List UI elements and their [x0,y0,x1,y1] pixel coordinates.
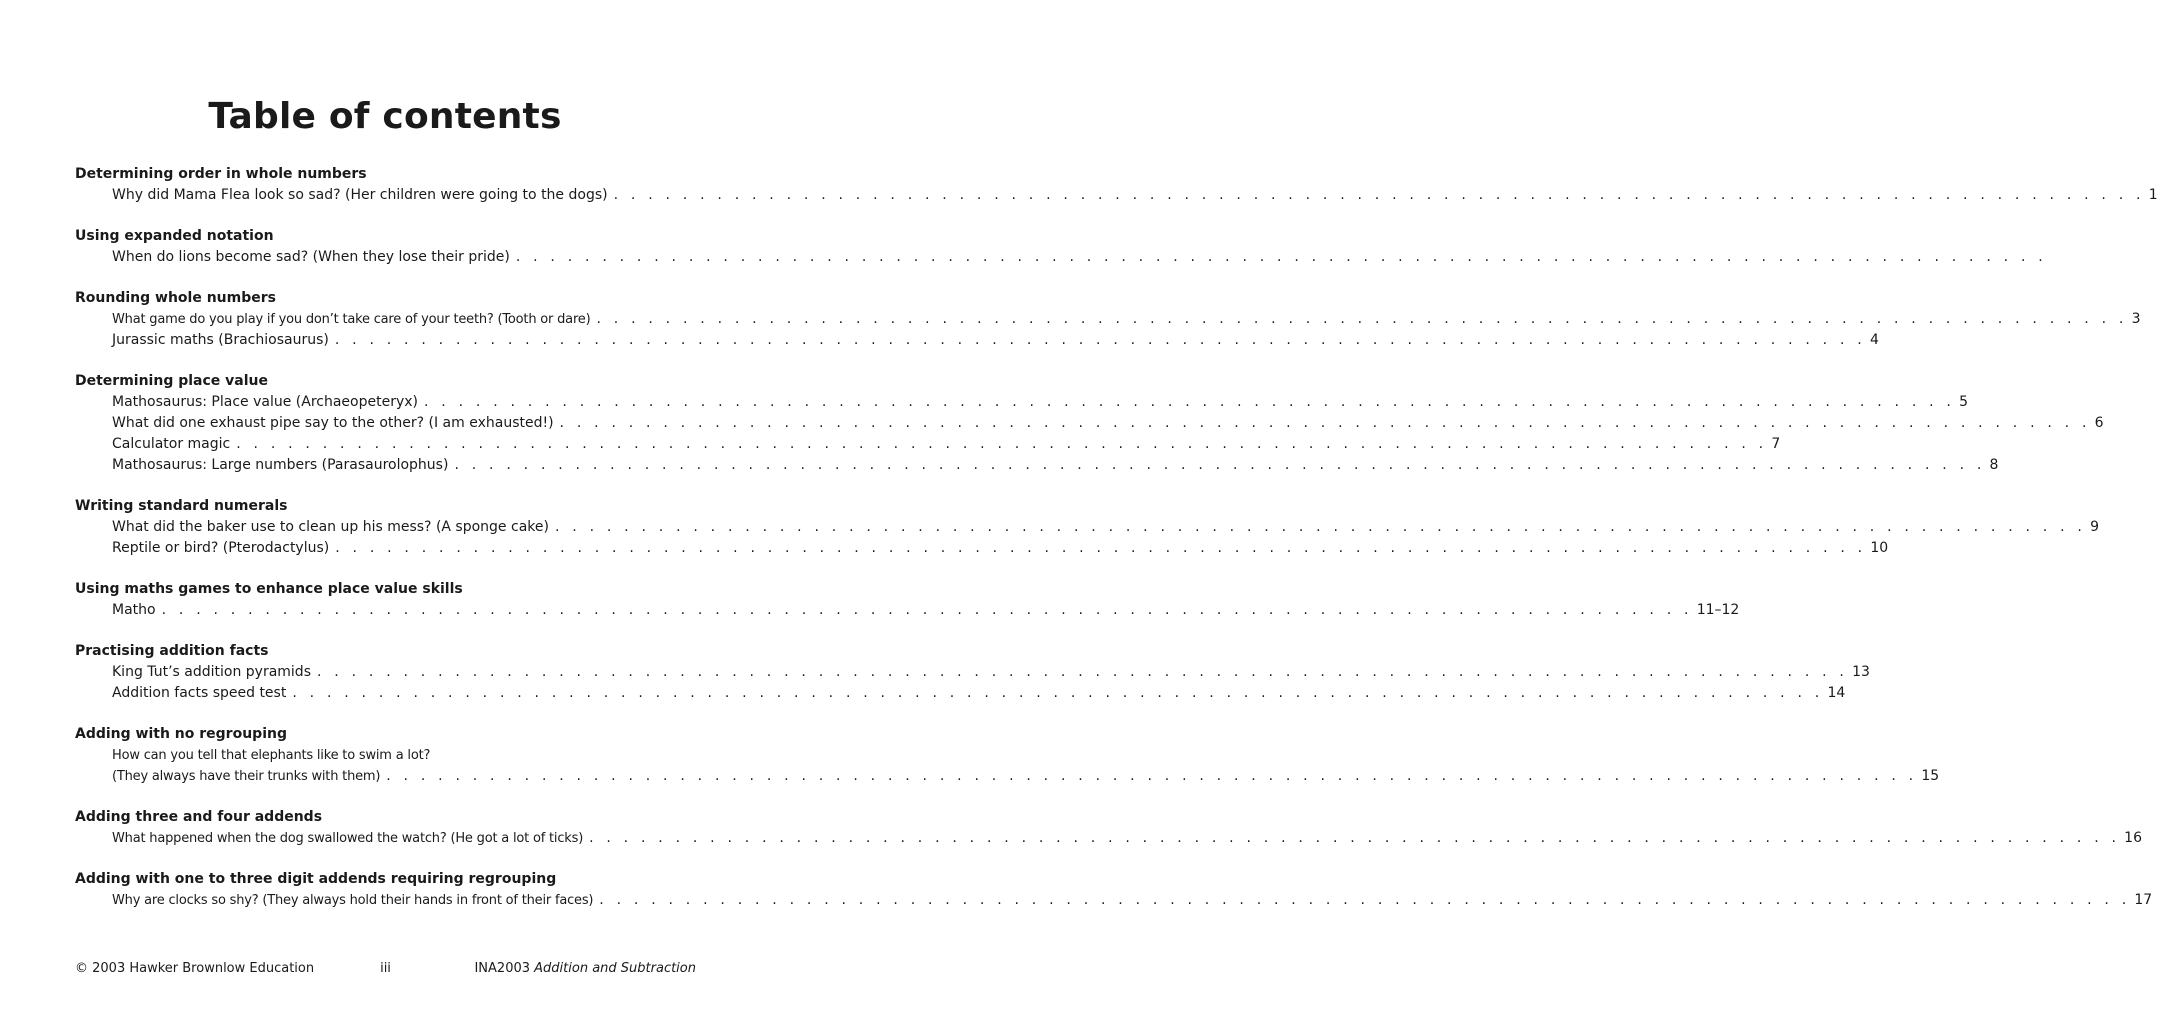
section-heading: Adding with one to three digit addends requiring regrouping [75,871,557,887]
entry-title: Mathosaurus: Large numbers (Parasaurolophus) [112,457,449,473]
toc-entry [112,392,1969,413]
section-heading: Writing standard numerals [75,498,288,514]
entry-title: What did the baker use to clean up his mess? (A sponge cake) [112,519,549,535]
entry-page: 15 [1921,768,1940,784]
toc-entry [112,517,2099,538]
dot-leader: . . . . . . . . . . . . . . . . . . . . . . . . . . . . . . . . . . . . . . . . . . . . . . . . . . . . . . . . . . . . . . . . . . . . . . . . . . . . . . . . . . . . . . . . . [161,602,1693,618]
dot-leader: . . . . . . . . . . . . . . . . . . . . . . . . . . . . . . . . . . . . . . . . . . . . . . . . . . . . . . . . . . . . . . . . . . . . . . . . . . . . . . . . . . . . . . . . . [589,830,2121,846]
entry-page: 6 [2094,415,2104,431]
entry-page: 8 [1989,457,1999,473]
entry-title: What happened when the dog swallowed the watch? (He got a lot of ticks) [112,831,584,846]
toc-section [75,641,1870,704]
entry-page: 13 [1852,664,1870,680]
section-heading: Using expanded notation [75,228,274,244]
entry-title: King Tut’s addition pyramids [112,664,311,680]
book-title: Addition and Subtraction [534,961,696,976]
toc-entry [112,683,1846,704]
toc-entry [112,247,2047,268]
entry-title: Reptile or bird? (Pterodactylus) [112,540,330,556]
entry-page: 7 [1771,436,1781,452]
section-heading: Practising addition facts [75,643,269,659]
dot-leader: . . . . . . . . . . . . . . . . . . . . . . . . . . . . . . . . . . . . . . . . . . . . . . . . . . . . . . . . . . . . . . . . . . . . . . . . . . . . . . . . . . . . . . . . . [559,415,2091,431]
entry-page: 5 [1959,394,1969,410]
toc-entry [112,455,1999,476]
entry-title-line1: How can you tell that elephants like to swim a lot? [112,748,431,763]
section-heading: Rounding whole numbers [75,290,276,306]
section-heading: Determining place value [75,373,268,389]
toc-entry [112,434,1781,455]
entry-title: Matho [112,602,156,618]
section-heading: Adding with no regrouping [75,726,287,742]
toc-entry-line1 [112,745,696,766]
toc-entry [112,890,2153,911]
toc-entry [112,538,1889,559]
entry-page: 3 [2131,311,2141,327]
toc-section [75,579,1740,621]
dot-leader: . . . . . . . . . . . . . . . . . . . . . . . . . . . . . . . . . . . . . . . . . . . . . . . . . . . . . . . . . . . . . . . . . . . . . . . . . . . . . . . . . . . . . . . . . [292,685,1824,701]
dot-leader: . . . . . . . . . . . . . . . . . . . . . . . . . . . . . . . . . . . . . . . . . . . . . . . . . . . . . . . . . . . . . . . . . . . . . . . . . . . . . . . . . . . . . . . . . [317,664,1849,680]
table-of-contents [75,164,2158,931]
dot-leader: . . . . . . . . . . . . . . . . . . . . . . . . . . . . . . . . . . . . . . . . . . . . . . . . . . . . . . . . . . . . . . . . . . . . . . . . . . . . . . . . . . . . . . . . . [599,892,2131,908]
toc-section [75,496,2099,559]
entry-page: 10 [1870,540,1889,556]
entry-page: 4 [1869,332,1879,348]
toc-entry [112,185,2158,206]
section-heading: Adding three and four addends [75,809,323,825]
dot-leader: . . . . . . . . . . . . . . . . . . . . . . . . . . . . . . . . . . . . . . . . . . . . . . . . . . . . . . . . . . . . . . . . . . . . . . . . . . . . . . . . . . . . . . . . . [386,768,1918,784]
dot-leader: . . . . . . . . . . . . . . . . . . . . . . . . . . . . . . . . . . . . . . . . . . . . . . . . . . . . . . . . . . . . . . . . . . . . . . . . . . . . . . . . . . . . . . . . . [454,457,1986,473]
toc-section [75,164,2158,206]
entry-page: 14 [1827,685,1846,701]
toc-entry [112,413,2104,434]
toc-entry [112,330,1879,351]
toc-entry [112,766,1940,787]
entry-title: Why did Mama Flea look so sad? (Her children were going to the dogs) [112,187,608,203]
dot-leader: . . . . . . . . . . . . . . . . . . . . . . . . . . . . . . . . . . . . . . . . . . . . . . . . . . . . . . . . . . . . . . . . . . . . . . . . . . . . . . . . . . . . . . . . . [335,540,1867,556]
dot-leader: . . . . . . . . . . . . . . . . . . . . . . . . . . . . . . . . . . . . . . . . . . . . . . . . . . . . . . . . . . . . . . . . . . . . . . . . . . . . . . . . . . . . . . . . . [613,187,2145,203]
page-title: Table of contents [208,96,562,137]
entry-title: Calculator magic [112,436,231,452]
toc-section [75,371,2104,476]
entry-title: What did one exhaust pipe say to the other? (I am exhausted!) [112,415,554,431]
entry-page: 9 [2090,519,2099,535]
toc-section [75,288,2141,351]
entry-title: When do lions become sad? (When they lose their pride) [112,249,510,265]
toc-section [75,724,1940,787]
page-number: iii [380,961,391,976]
book-reference [474,960,696,978]
entry-title: Addition facts speed test [112,685,287,701]
entry-page: 11–12 [1696,602,1740,618]
dot-leader: . . . . . . . . . . . . . . . . . . . . . . . . . . . . . . . . . . . . . . . . . . . . . . . . . . . . . . . . . . . . . . . . . . . . . . . . . . . . . . . . . . . . . . . . . [554,519,2087,535]
entry-title: (They always have their trunks with them) [112,769,381,784]
dot-leader: . . . . . . . . . . . . . . . . . . . . . . . . . . . . . . . . . . . . . . . . . . . . . . . . . . . . . . . . . . . . . . . . . . . . . . . . . . . . . . . . . . . . . . . . . [596,311,2128,327]
dot-leader: . . . . . . . . . . . . . . . . . . . . . . . . . . . . . . . . . . . . . . . . . . . . . . . . . . . . . . . . . . . . . . . . . . . . . . . . . . . . . . . . . . . . . . . . . [424,394,1956,410]
dot-leader: . . . . . . . . . . . . . . . . . . . . . . . . . . . . . . . . . . . . . . . . . . . . . . . . . . . . . . . . . . . . . . . . . . . . . . . . . . . . . . . . . . . . . . . . . [334,332,1866,348]
entry-page: 16 [2124,830,2142,846]
entry-title: What game do you play if you don’t take care of your teeth? (Tooth or dare) [112,312,591,327]
toc-entry [112,828,2142,849]
toc-entry [112,309,2141,330]
entry-title: Mathosaurus: Place value (Archaeopeteryx) [112,394,418,410]
page-footer [75,960,696,978]
section-heading: Using maths games to enhance place value skills [75,581,463,597]
toc-entry [112,600,1740,621]
book-code: INA2003 [474,961,531,976]
toc-section [75,226,2047,268]
entry-page: 17 [2134,892,2153,908]
dot-leader: . . . . . . . . . . . . . . . . . . . . . . . . . . . . . . . . . . . . . . . . . . . . . . . . . . . . . . . . . . . . . . . . . . . . . . . . . . . . . . . . . . . . . . . . . [236,436,1768,452]
entry-page: 1 [2148,187,2158,203]
dot-leader: . . . . . . . . . . . . . . . . . . . . . . . . . . . . . . . . . . . . . . . . . . . . . . . . . . . . . . . . . . . . . . . . . . . . . . . . . . . . . . . . . . . . . . . . . [515,249,2047,265]
copyright-notice: © 2003 Hawker Brownlow Education [75,961,315,976]
toc-section [75,807,2142,849]
toc-section [75,869,2153,911]
entry-title: Why are clocks so shy? (They always hold their hands in front of their faces) [112,893,594,908]
toc-entry [112,662,1870,683]
entry-title: Jurassic maths (Brachiosaurus) [112,332,329,348]
section-heading: Determining order in whole numbers [75,166,367,182]
